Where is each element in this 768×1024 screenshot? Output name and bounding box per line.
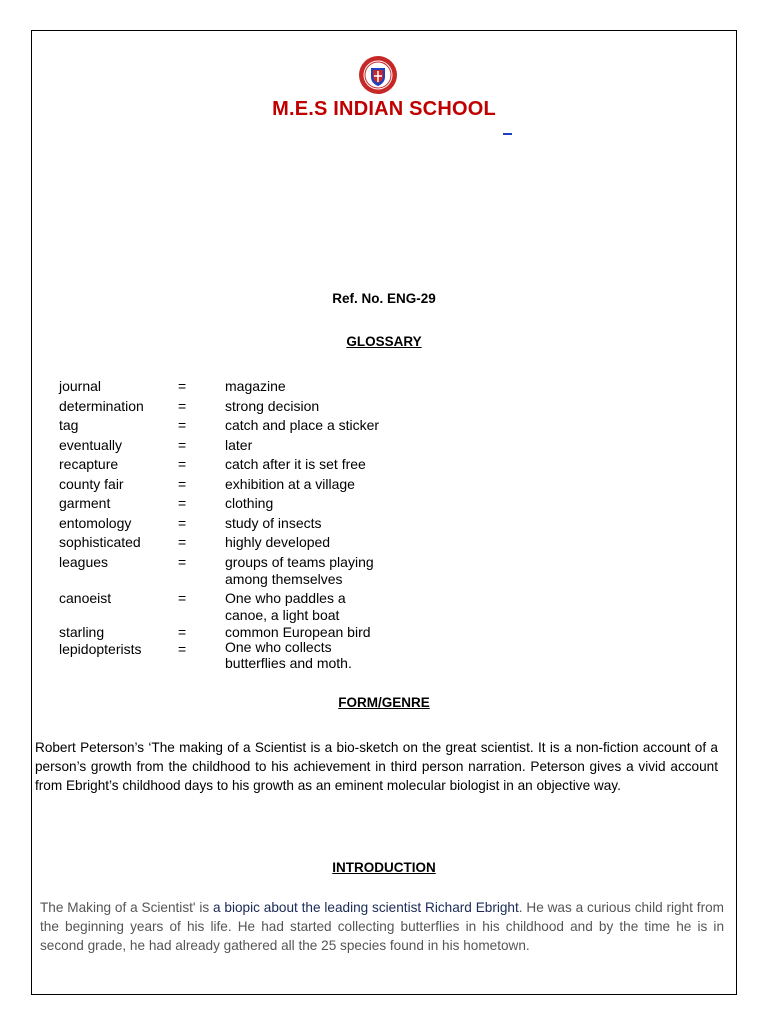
glossary-separator: =	[178, 641, 187, 657]
glossary-definition: One who collects	[225, 639, 332, 655]
intro-highlight: a biopic about the leading scientist Richard Ebright	[213, 900, 519, 915]
glossary-term: canoeist	[59, 590, 112, 606]
glossary-separator: =	[178, 437, 187, 453]
school-crest-icon	[358, 55, 398, 95]
glossary-definition: One who paddles a	[225, 590, 346, 606]
glossary-definition: catch after it is set free	[225, 456, 366, 472]
glossary-definition-continued: canoe, a light boat	[225, 607, 340, 623]
glossary-term: eventually	[59, 437, 123, 453]
glossary-definition: catch and place a sticker	[225, 417, 380, 433]
glossary-separator: =	[178, 417, 187, 433]
glossary-separator: =	[178, 398, 187, 414]
intro-text-part2: . He was a curious child right from the beginning years of his life. He had started collecting butterflies in his childhood and by the time he is in second grade, he had already gathered all the 25 species found in his hometown.	[40, 900, 724, 954]
glossary-term: lepidopterists	[59, 641, 142, 657]
reference-number: Ref. No. ENG-29	[332, 291, 436, 306]
glossary-separator: =	[178, 534, 187, 550]
glossary-definition: later	[225, 437, 253, 453]
glossary-definition: study of insects	[225, 515, 322, 531]
introduction-heading: INTRODUCTION	[332, 860, 436, 875]
form-genre-heading: FORM/GENRE	[338, 695, 430, 710]
glossary-separator: =	[178, 515, 187, 531]
glossary-separator: =	[178, 476, 187, 492]
glossary-definition: exhibition at a village	[225, 476, 355, 492]
glossary-term: determination	[59, 398, 144, 414]
glossary-definition: strong decision	[225, 398, 320, 414]
glossary-term: entomology	[59, 515, 132, 531]
glossary-term: recapture	[59, 456, 119, 472]
glossary-definition-continued: butterflies and moth.	[225, 655, 352, 671]
glossary-definition: common European bird	[225, 624, 371, 640]
introduction-paragraph	[40, 898, 724, 956]
page-border	[31, 30, 737, 995]
school-name: M.E.S INDIAN SCHOOL	[272, 98, 496, 120]
glossary-definition: highly developed	[225, 534, 331, 550]
glossary-term: tag	[59, 417, 79, 433]
glossary-separator: =	[178, 590, 187, 606]
intro-text-part1: The Making of a Scientist' is	[40, 900, 213, 915]
glossary-separator: =	[178, 624, 187, 640]
glossary-term: county fair	[59, 476, 124, 492]
glossary-separator: =	[178, 378, 187, 394]
glossary-term: journal	[59, 378, 102, 394]
glossary-definition-continued: among themselves	[225, 571, 343, 587]
glossary-separator: =	[178, 456, 187, 472]
glossary-heading: GLOSSARY	[346, 334, 422, 349]
glossary-definition: groups of teams playing	[225, 554, 374, 570]
glossary-separator: =	[178, 495, 187, 511]
link-underscore[interactable]	[503, 133, 512, 135]
form-genre-paragraph: Robert Peterson’s ‘The making of a Scientist is a bio-sketch on the great scientist. It is a non-fiction account of a person’s growth from the childhood to his achievement in third person narration. Peterson gives a vivid account from Ebright’s childhood days to his growth as an eminent molecular biologist in an objective way.	[35, 740, 718, 794]
glossary-separator: =	[178, 554, 187, 570]
glossary-definition: clothing	[225, 495, 274, 511]
glossary-term: sophisticated	[59, 534, 141, 550]
glossary-term: starling	[59, 624, 105, 640]
glossary-term: leagues	[59, 554, 109, 570]
glossary-definition: magazine	[225, 378, 286, 394]
glossary-term: garment	[59, 495, 111, 511]
